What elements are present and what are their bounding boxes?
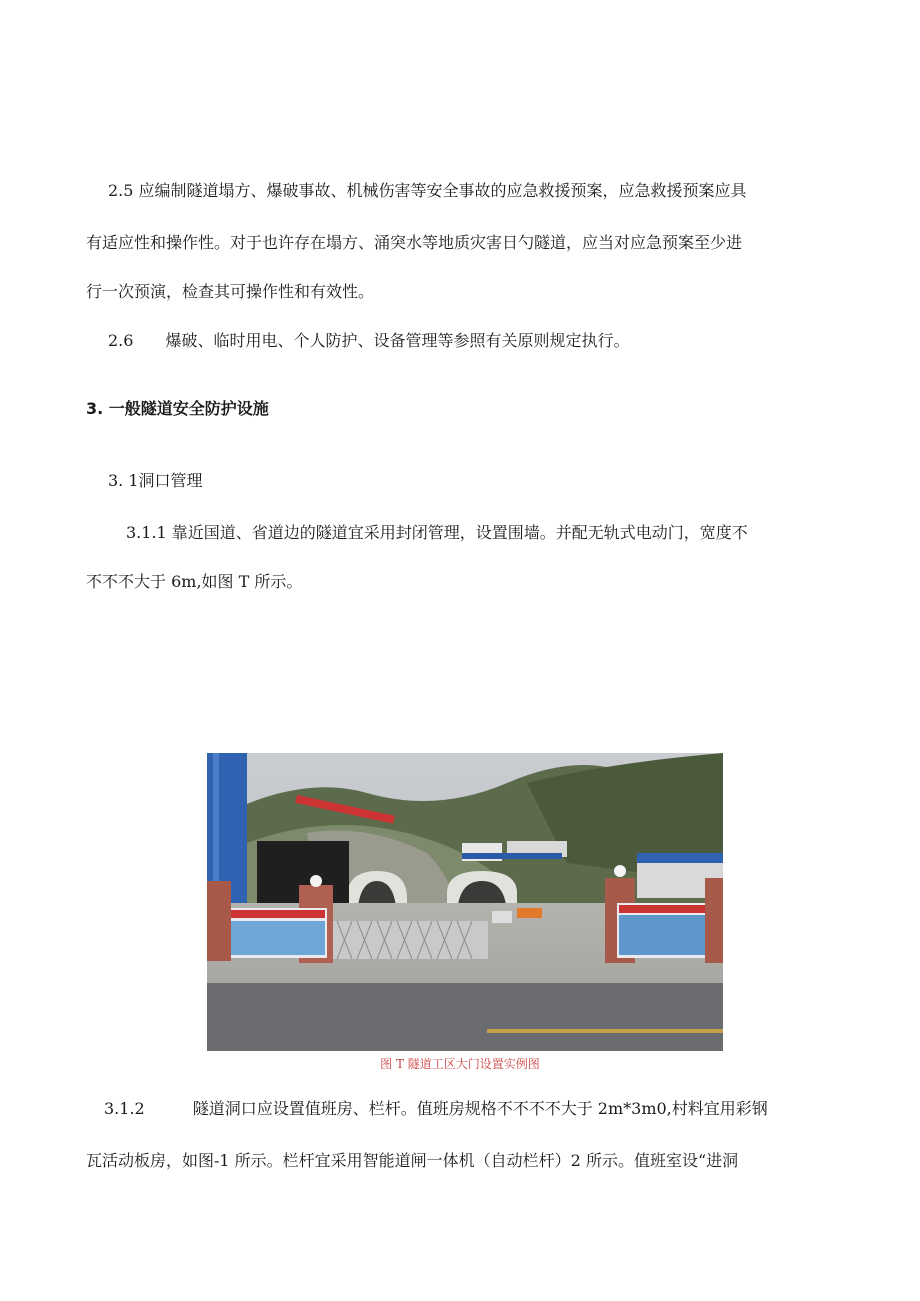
tunnel-gate-photo xyxy=(207,753,723,1051)
paragraph-3-1-2-line-2: 瓦活动板房，如图-1 所示。栏杆宜采用智能道闸一体机（自动栏杆）2 所示。值班室设“进洞 xyxy=(86,1151,739,1170)
figure-caption: 图 T 隧道工区大门设置实例图 xyxy=(380,1057,540,1071)
paragraph-2-5-line-3: 行一次预演，检查其可操作性和有效性。 xyxy=(86,282,375,301)
paragraph-3-1-1-line-2: 不不不大于 6m,如图 T 所示。 xyxy=(86,572,303,591)
section-3-1-heading: 3. 1洞口管理 xyxy=(108,471,203,490)
paragraph-3-1-1-line-1: 3.1.1 靠近国道、省道边的隧道宜采用封闭管理，设置围墙。并配无轨式电动门，宽度不 xyxy=(126,523,748,542)
paragraph-2-5-line-2: 有适应性和操作性。对于也许存在塌方、涌突水等地质灾害日勺隧道，应当对应急预案至少进 xyxy=(86,233,743,252)
paragraph-2-5-line-1: 2.5 应编制隧道塌方、爆破事故、机械伤害等安全事故的应急救援预案，应急救援预案应具 xyxy=(108,181,747,200)
paragraph-2-6: 2.6 爆破、临时用电、个人防护、设备管理等参照有关原则规定执行。 xyxy=(108,331,630,350)
paragraph-3-1-2-line-1: 3.1.2 隧道洞口应设置值班房、栏杆。值班房规格不不不不大于 2m*3m0,村料宜用彩钢 xyxy=(104,1099,768,1118)
section-3-heading: 3. 一般隧道安全防护设施 xyxy=(86,399,269,418)
